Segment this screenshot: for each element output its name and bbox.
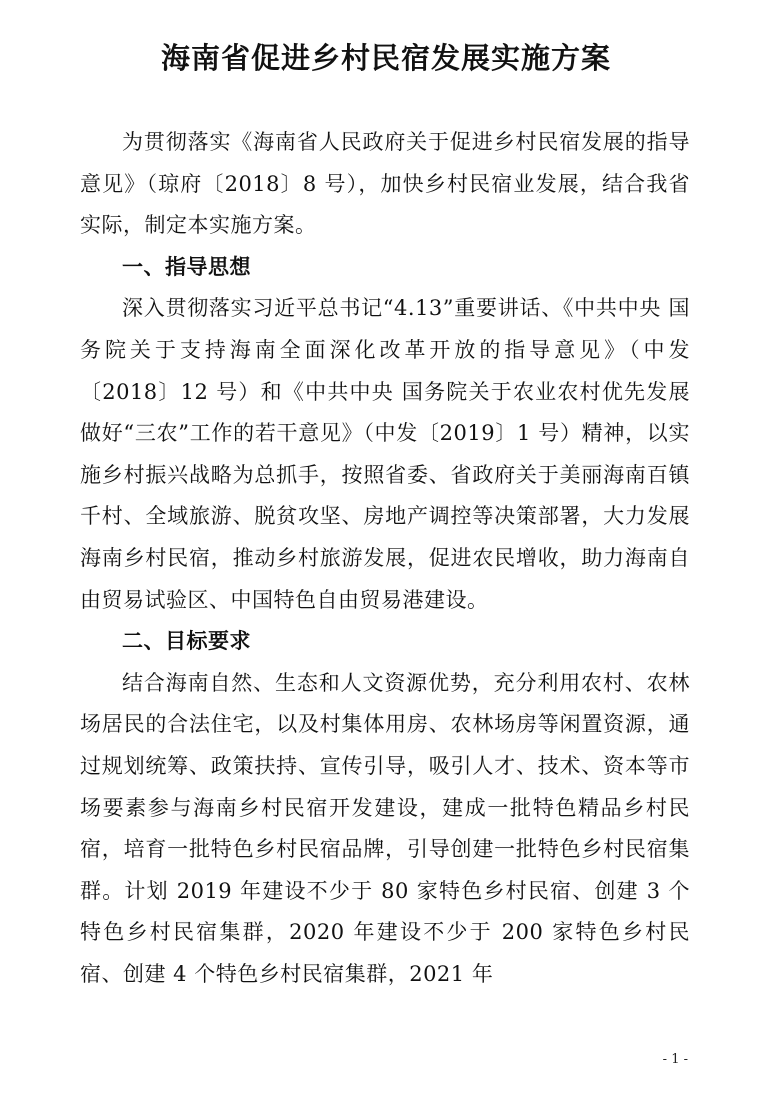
document-body (80, 122, 690, 995)
intro-paragraph: 为贯彻落实《海南省人民政府关于促进乡村民宿发展的指导意见》（琼府〔2018〕8 号），加快乡村民宿业发展，结合我省实际，制定本实施方案。 (80, 130, 690, 238)
section-heading-target-requirements: 二、目标要求 (122, 629, 251, 654)
section-paragraph-guiding-ideology: 深入贯彻落实习近平总书记“4.13”重要讲话、《中共中央 国务院关于支持海南全面深化改革开放的指导意见》（中发〔2018〕12 号）和《中共中央 国务院关于农业农村优先发展做好“三农”工作的若干意见》（中发〔2019〕1 号）精神，以实施乡村振兴战略为总抓手，按照省委、省政府关于美丽海南百镇千村、全域旅游、脱贫攻坚、房地产调控等决策部署，大力发展海南乡村民宿，推动乡村旅游发展，促进农民增收，助力海南自由贸易试验区、中国特色自由贸易港建设。 (80, 296, 690, 612)
section-paragraph-target-requirements: 结合海南自然、生态和人文资源优势，充分利用农村、农林场居民的合法住宅，以及村集体用房、农林场房等闲置资源，通过规划统筹、政策扶持、宣传引导，吸引人才、技术、资本等市场要素参与海南乡村民宿开发建设，建成一批特色精品乡村民宿，培育一批特色乡村民宿品牌，引导创建一批特色乡村民宿集群。计划 2019 年建设不少于 80 家特色乡村民宿、创建 3 个特色乡村民宿集群，2020 年建设不少于 200 家特色乡村民宿、创建 4 个特色乡村民宿集群，2021 年 (80, 670, 690, 986)
page-number: - 1 - (662, 1052, 688, 1067)
document-title: 海南省促进乡村民宿发展实施方案 (160, 41, 611, 75)
section-heading-guiding-ideology: 一、指导思想 (122, 254, 251, 279)
